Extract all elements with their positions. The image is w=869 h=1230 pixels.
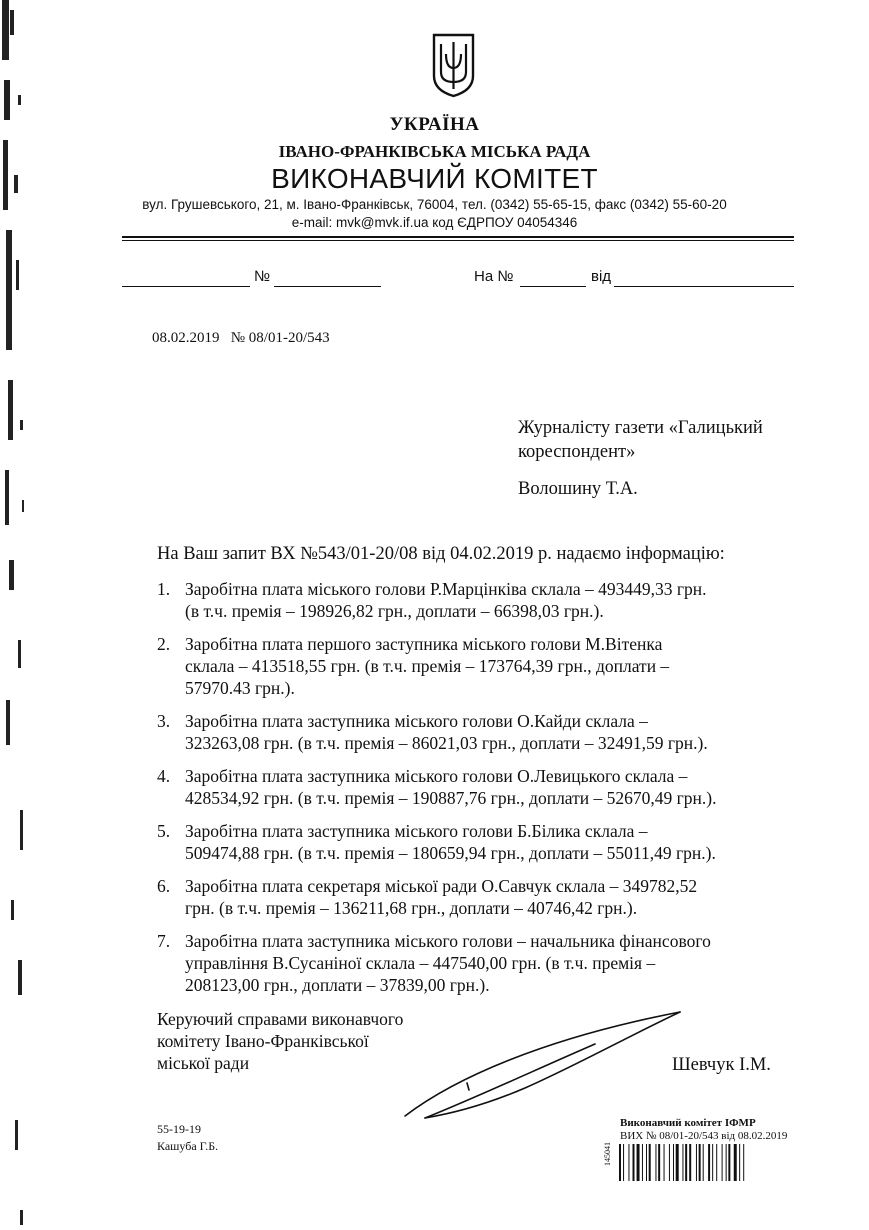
list-item-line: Заробітна плата заступника міського голови Б.Білика склала – [185, 821, 648, 841]
list-item-line: Заробітна плата заступника міського голови О.Кайди склала – [185, 711, 648, 731]
signatory-position-line: комітету Івано-Франківської [157, 1031, 369, 1051]
list-item-number: 2. [157, 634, 171, 654]
barcode-bar [696, 1144, 697, 1181]
barcode-bar [734, 1144, 737, 1181]
list-item [157, 633, 797, 699]
list-item [157, 765, 797, 809]
letterhead-email: e-mail: mvk@mvk.if.ua код ЄДРПОУ 04054346 [291, 215, 578, 230]
registration-stamp-title: Виконавчий комітет ІФМР [620, 1117, 756, 1129]
list-item-number: 4. [157, 766, 171, 786]
barcode-bar [633, 1144, 635, 1181]
barcode-bar [676, 1144, 679, 1181]
signatory-position [157, 1008, 403, 1074]
list-item-line: 208123,00 грн., доплати – 37839,00 грн.). [185, 975, 490, 995]
list-item-line: Заробітна плата секретаря міської ради О.Савчук склала – 349782,52 [185, 876, 698, 896]
addressee-name: Волошину Т.А. [518, 479, 638, 499]
barcode-bar [646, 1144, 647, 1181]
letterhead-divider-thin [122, 240, 794, 241]
incoming-date-label: від [591, 268, 612, 285]
list-item [157, 820, 797, 864]
barcode-bar [739, 1144, 740, 1181]
signatory-name: Шевчук І.М. [672, 1055, 771, 1075]
barcode-bar [699, 1144, 701, 1181]
signatory-position-line: Керуючий справами виконавчого [157, 1009, 404, 1029]
barcode-bar [664, 1144, 665, 1181]
registration-stamp-reference: ВИХ № 08/01-20/543 від 08.02.2019 [620, 1130, 788, 1142]
executor-name: Кашуба Г.Б. [157, 1139, 219, 1153]
coat-of-arms-trident-icon [431, 32, 476, 98]
list-item-line: Заробітна плата заступника міського голови – начальника фінансового [185, 931, 711, 951]
handwritten-signature [395, 1008, 695, 1123]
incoming-number-label: На № [474, 268, 514, 285]
list-item-line: склала – 413518,55 грн. (в т.ч. премія – 173764,39 грн., доплати – [185, 656, 670, 676]
barcode-bar [685, 1144, 687, 1181]
list-item-number: 6. [157, 876, 171, 896]
barcode-bar [712, 1144, 713, 1181]
registration-date-blank [122, 286, 250, 287]
list-item [157, 875, 797, 919]
barcode-bar [682, 1144, 683, 1181]
barcode-bar [628, 1144, 629, 1181]
barcode-bar [728, 1144, 730, 1181]
salary-list [157, 578, 797, 1007]
list-item-number: 1. [157, 579, 171, 599]
barcode-bar [708, 1144, 710, 1181]
list-item-line: 323263,08 грн. (в т.ч. премія – 86021,03 грн., доплати – 32491,59 грн.). [185, 733, 708, 753]
list-item [157, 930, 797, 996]
incoming-number-blank [520, 286, 586, 287]
barcode-bar [649, 1144, 651, 1181]
country-name: УКРАЇНА [389, 114, 480, 135]
barcode-bar [743, 1144, 744, 1181]
outgoing-date-number: 08.02.2019 № 08/01-20/543 [152, 330, 330, 346]
barcode-bar [655, 1144, 656, 1181]
list-item-line: 509474,88 грн. (в т.ч. премія – 180659,94 грн., доплати – 55011,49 грн.). [185, 843, 716, 863]
registration-number-label: № [254, 268, 271, 285]
barcode-bar [658, 1144, 660, 1181]
list-item-line: 428534,92 грн. (в т.ч. премія – 190887,76 грн., доплати – 52670,49 грн.). [185, 788, 717, 808]
barcode-bar [673, 1144, 674, 1181]
barcode [619, 1144, 797, 1181]
list-item-line: 57970.43 грн.). [185, 678, 295, 698]
list-item-number: 7. [157, 931, 171, 951]
list-item-line: Заробітна плата першого заступника міського голови М.Вітенка [185, 634, 663, 654]
addressee-line-2: кореспондент» [518, 442, 636, 462]
list-item-line: грн. (в т.ч. премія – 136211,68 грн., доплати – 40746,42 грн.). [185, 898, 638, 918]
list-item [157, 710, 797, 754]
executor-phone: 55-19-19 [157, 1122, 201, 1136]
barcode-bar [689, 1144, 691, 1181]
barcode-bar [669, 1144, 670, 1181]
list-item-line: Заробітна плата заступника міського голови О.Левицького склала – [185, 766, 688, 786]
letterhead-divider [122, 236, 794, 238]
list-item-line: Заробітна плата міського голови Р.Марцінківа склала – 493449,33 грн. [185, 579, 707, 599]
signatory-position-line: міської ради [157, 1053, 250, 1073]
list-item [157, 578, 797, 622]
request-intro: На Ваш запит ВХ №543/01-20/08 від 04.02.2019 р. надаємо інформацію: [157, 544, 725, 564]
list-item-line: (в т.ч. премія – 198926,82 грн., доплати – 66398,03 грн.). [185, 601, 604, 621]
barcode-bar [642, 1144, 643, 1181]
incoming-date-blank [614, 286, 794, 287]
letterhead-address: вул. Грушевського, 21, м. Івано-Франківськ, 76004, тел. (0342) 55-65-15, факс (0342) 55-60-20 [142, 197, 727, 212]
list-item-number: 3. [157, 711, 171, 731]
council-name: ІВАНО-ФРАНКІВСЬКА МІСЬКА РАДА [278, 142, 591, 161]
barcode-bar [703, 1144, 704, 1181]
list-item-number: 5. [157, 821, 171, 841]
barcode-bar [637, 1144, 640, 1181]
barcode-bar [726, 1144, 727, 1181]
barcode-bar [619, 1144, 621, 1181]
barcode-bar [722, 1144, 723, 1181]
barcode-bar [716, 1144, 717, 1181]
registration-stamp-code: 145041 [603, 1142, 612, 1166]
list-item-line: управління В.Сусаніної склала – 447540,00 грн. (в т.ч. премія – [185, 953, 656, 973]
addressee-line-1: Журналісту газети «Галицький [518, 418, 763, 438]
barcode-bar [623, 1144, 624, 1181]
committee-name: ВИКОНАВЧИЙ КОМІТЕТ [271, 163, 598, 194]
registration-number-blank [274, 286, 381, 287]
